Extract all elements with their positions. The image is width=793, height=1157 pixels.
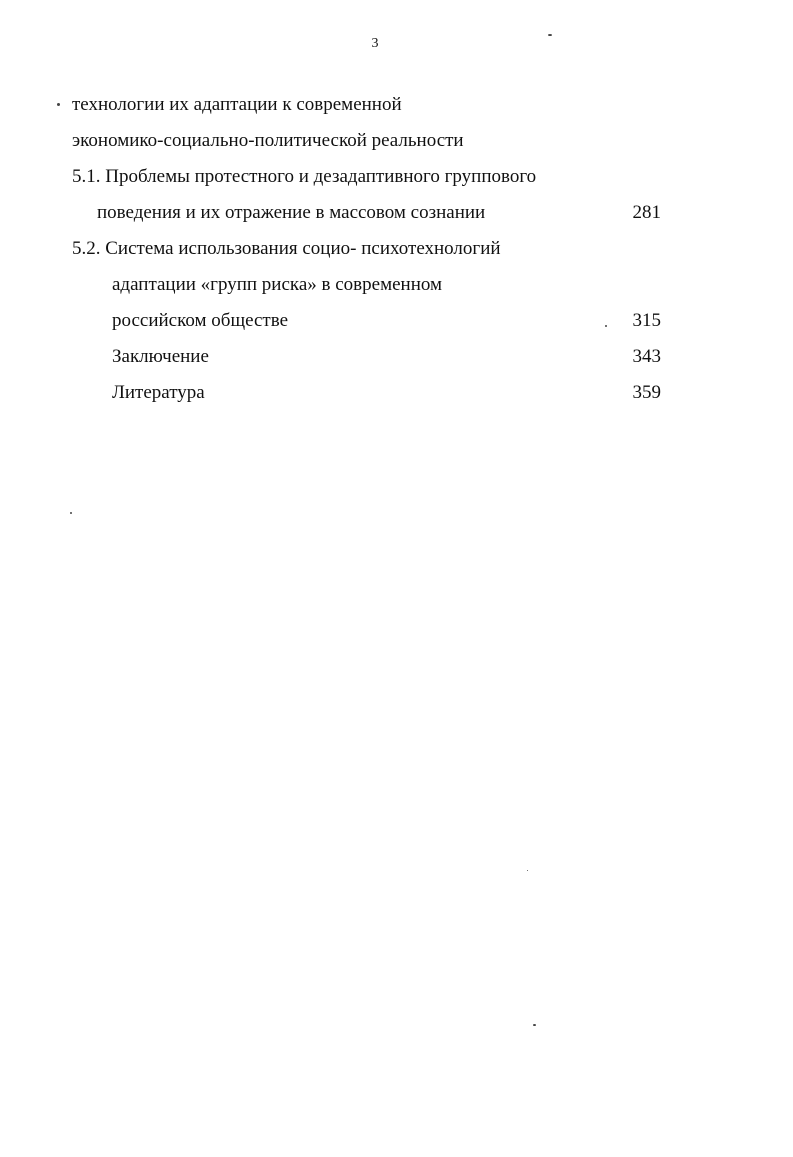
toc-entry-title: 5.1. Проблемы протестного и дезадаптивного группового [72,166,537,187]
page-number: 3 [371,36,379,51]
toc-entry-title: Литература [112,382,205,403]
scan-speck [605,325,607,327]
toc-entry-title: адаптации «групп риска» в современном [112,274,443,295]
toc-continuation-line: технологии их адаптации к современной [72,94,402,115]
toc-entry-page: 281 [632,202,661,223]
toc-entry-page: 359 [632,382,661,403]
scan-speck [533,1024,536,1026]
toc-entry-title: 5.2. Система использования социо- психотехнологий [72,238,501,259]
toc-entry-title: Заключение [112,346,209,367]
toc-continuation-line: экономико-социально-политической реальности [72,130,464,151]
scan-speck [548,34,552,36]
toc-entry-title: поведения и их отражение в массовом сознании [97,202,486,223]
scan-speck [57,103,60,106]
toc-entry-page: 315 [632,310,661,331]
scan-speck [70,512,72,514]
toc-entry-page: 343 [632,346,661,367]
scan-speck [527,870,528,871]
toc-entry-title: российском обществе [112,310,289,331]
